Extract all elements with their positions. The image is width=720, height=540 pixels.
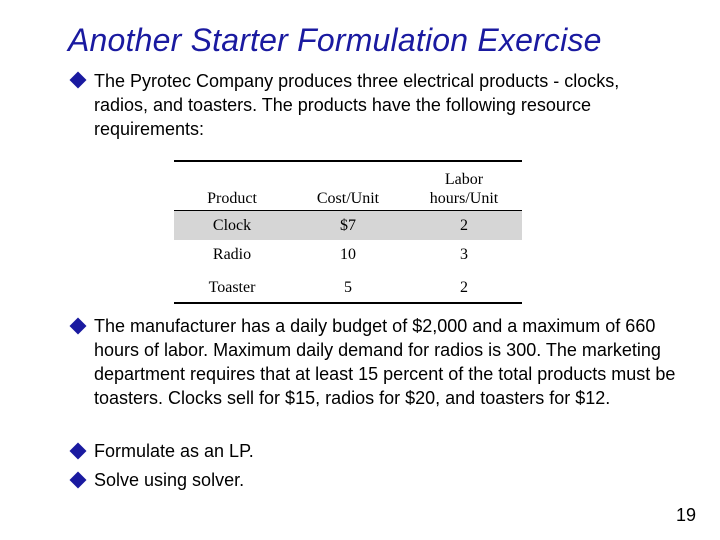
resource-requirements-table (174, 160, 522, 304)
header-cost-unit: Cost/Unit (316, 190, 380, 207)
table-header-row (174, 162, 522, 211)
table-row (174, 269, 522, 302)
header-product: Product (207, 190, 257, 207)
bullet-text-formulate: Formulate as an LP. (94, 441, 254, 461)
table-row (174, 240, 522, 269)
cell-cost: $7 (340, 217, 356, 234)
cell-labor: 2 (460, 279, 468, 296)
cell-labor: 2 (460, 217, 468, 234)
page-number: 19 (675, 505, 696, 525)
cell-product: Clock (212, 217, 252, 234)
bullet-text-intro: The Pyrotec Company produces three electrical products - clocks, radios, and toasters. The products have the following resource requirements: (94, 71, 620, 139)
cell-product: Radio (212, 246, 252, 263)
bullet-text-solve: Solve using solver. (94, 470, 245, 490)
cell-cost: 5 (344, 279, 352, 296)
cell-cost: 10 (340, 246, 356, 263)
diamond-bullet-icon (70, 72, 87, 89)
diamond-bullet-icon (70, 443, 87, 460)
header-labor-line2: hours/Unit (429, 190, 499, 207)
diamond-bullet-icon (70, 472, 87, 489)
diamond-bullet-icon (70, 318, 87, 335)
cell-labor: 3 (460, 246, 468, 263)
header-labor-line1: Labor (444, 171, 484, 188)
table-row (174, 211, 522, 240)
header-labor-hours (406, 170, 522, 208)
slide-title: Another Starter Formulation Exercise (68, 22, 602, 58)
bullet-text-constraints: The manufacturer has a daily budget of $2,000 and a maximum of 660 hours of labor. Maximum daily demand for radios is 300. The marketing department requires that at least 15 percent of the total products must be toasters. Clocks sell for $15, radios for $20, and toasters for $12. (94, 316, 676, 408)
cell-product: Toaster (208, 279, 256, 296)
